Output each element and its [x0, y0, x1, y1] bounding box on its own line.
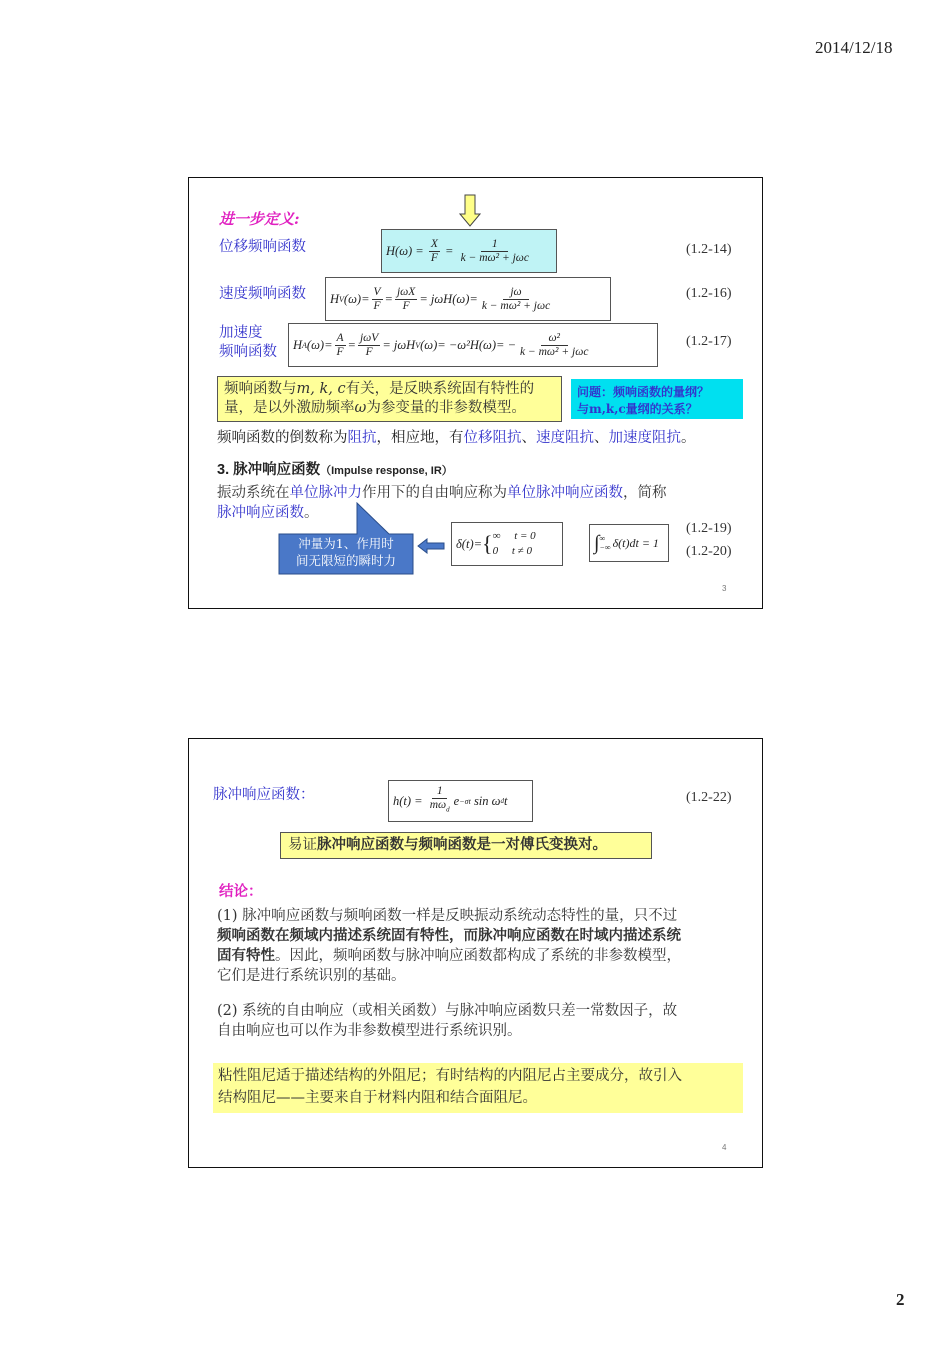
section-title-text: 3. 脉冲响应函数: [217, 462, 321, 478]
conclusion-point-1: [217, 906, 747, 986]
term-impulse-response: 脉冲响应函数: [217, 505, 304, 521]
question-box: [571, 379, 743, 419]
emphasis-text: 频响函数在频域内描述系统固有特性，而脉冲响应函数在时域内描述系统: [217, 927, 681, 944]
eq-no-1-2-14: (1.2-14): [686, 242, 732, 257]
page-number: 2: [896, 1290, 905, 1309]
slide-number: 4: [722, 1143, 727, 1152]
heading-further-definition: 进一步定义:: [219, 210, 300, 228]
text: ，简称: [623, 485, 667, 501]
text: 、: [594, 430, 609, 446]
text: 自由响应也可以作为非参数模型进行系统识别。: [217, 1023, 522, 1039]
left-arrow-icon: [417, 538, 445, 554]
slide-3: [188, 177, 763, 609]
term-unit-impulse-force: 单位脉冲力: [289, 485, 362, 501]
formula-velocity-frf: H V (ω)= $\frac{V}{F}$ = $\frac{\text{jωX}}{F}$ = jωH(ω)= $\frac{j\omega}{\text{k − mω² + jωc}}$: [325, 277, 611, 321]
label-acceleration-frf-1: 加速度: [219, 325, 263, 341]
note-text: 有关，是反映系统固有特性的: [345, 381, 535, 397]
note-omega: ω: [354, 400, 367, 416]
note-text: 频响函数与: [224, 381, 297, 397]
formula-acceleration-frf: H A (ω)= $\frac{A}{F}$ = $\frac{\text{jωV}}{F}$ = jωH V (ω)= −ω²H(ω)= − $\frac{\text{ω²}}{\text{k − mω² + jωc}}$: [288, 323, 658, 367]
text: 频响函数的倒数称为: [217, 430, 348, 446]
text: 振动系统在: [217, 485, 290, 501]
text: 。: [681, 430, 696, 446]
label-displacement-frf: 位移频响函数: [219, 239, 306, 255]
text: 它们是进行系统识别的基础。: [217, 968, 406, 984]
note-text: 为参变量的非参数模型。: [366, 400, 526, 416]
eq-no-1-2-17: (1.2-17): [686, 334, 732, 349]
term-velocity-impedance: 速度阻抗: [536, 430, 594, 446]
text: 、: [521, 430, 536, 446]
note-line-2: 结构阻尼——主要来自于材料内阻和结合面阻尼。: [218, 1090, 537, 1106]
callout-line-1: 冲量为1、作用时: [298, 536, 394, 551]
formula-delta-integral: ∫ ∞ −∞ δ(t)dt = 1: [589, 524, 669, 562]
eq-no-1-2-22: (1.2-22): [686, 790, 732, 805]
label-impulse-response: 脉冲响应函数：: [213, 787, 315, 803]
question-line-2: 与m,k,c量纲的关系？: [577, 402, 698, 416]
slide-4: [188, 738, 763, 1168]
text: (1) 脉冲响应函数与频响函数一样是反映振动系统动态特性的量，只不过: [217, 908, 678, 924]
note-line-1: 粘性阻尼适于描述结构的外阻尼；有时结构的内阻尼占主要成分，故引入: [218, 1068, 682, 1084]
eq-no-1-2-16: (1.2-16): [686, 286, 732, 301]
section-title: [217, 458, 453, 479]
term-unit-impulse-response: 单位脉冲响应函数: [507, 485, 623, 501]
structural-damping-note: [213, 1063, 743, 1113]
text: ，相应地，有: [376, 430, 464, 446]
fourier-pair-note: [280, 832, 652, 859]
callout-line-2: 间无限短的瞬时力: [295, 553, 396, 568]
frf-property-note: [217, 376, 562, 422]
term-displacement-impedance: 位移阻抗: [463, 430, 522, 446]
formula-impulse-response: h(t) = $\frac{1}{m\omega_d}$ e −σt sin ω d t: [388, 780, 533, 822]
impedance-sentence: [217, 428, 696, 448]
down-arrow-icon: [459, 194, 481, 228]
text: 易证: [288, 837, 317, 853]
term-acceleration-impedance: 加速度阻抗: [608, 430, 681, 446]
label-acceleration-frf-2: 频响函数: [219, 344, 277, 360]
text: 。因此，频响函数与脉冲响应函数都构成了系统的非参数模型，: [275, 948, 681, 964]
eq-no-1-2-19: (1.2-19): [686, 521, 732, 536]
formula-displacement-frf: H(ω) = $\frac{X}{F}$ = $\frac{1}{\text{k − mω² + jωc}}$: [381, 229, 557, 273]
conclusion-title: 结论：: [219, 883, 263, 900]
emphasis-text: 固有特性: [217, 947, 275, 964]
text: 作用下的自由响应称为: [362, 485, 507, 501]
section-title-en: （Impulse response, IR）: [320, 465, 453, 477]
conclusion-point-2: [217, 1001, 747, 1041]
note-text: 量，是以外激励频率: [224, 400, 355, 416]
term-impedance: 阻抗: [347, 430, 377, 446]
note-params: m, k, c: [296, 381, 346, 397]
text: 。: [304, 505, 319, 521]
fourier-pair-statement: 脉冲响应函数与频响函数是一对傅氏变换对。: [317, 836, 607, 853]
label-velocity-frf: 速度频响函数: [219, 286, 306, 302]
eq-no-1-2-20: (1.2-20): [686, 544, 732, 559]
formula-delta-definition: δ(t)= { ∞ t = 0 0 t ≠ 0: [451, 522, 563, 566]
callout-text: [281, 535, 411, 569]
slide-number: 3: [722, 584, 727, 593]
header-date: 2014/12/18: [815, 38, 893, 57]
text: (2) 系统的自由响应（或相关函数）与脉冲响应函数只差一常数因子，故: [217, 1003, 678, 1019]
question-line-1: 问题：频响函数的量纲？: [577, 385, 710, 399]
